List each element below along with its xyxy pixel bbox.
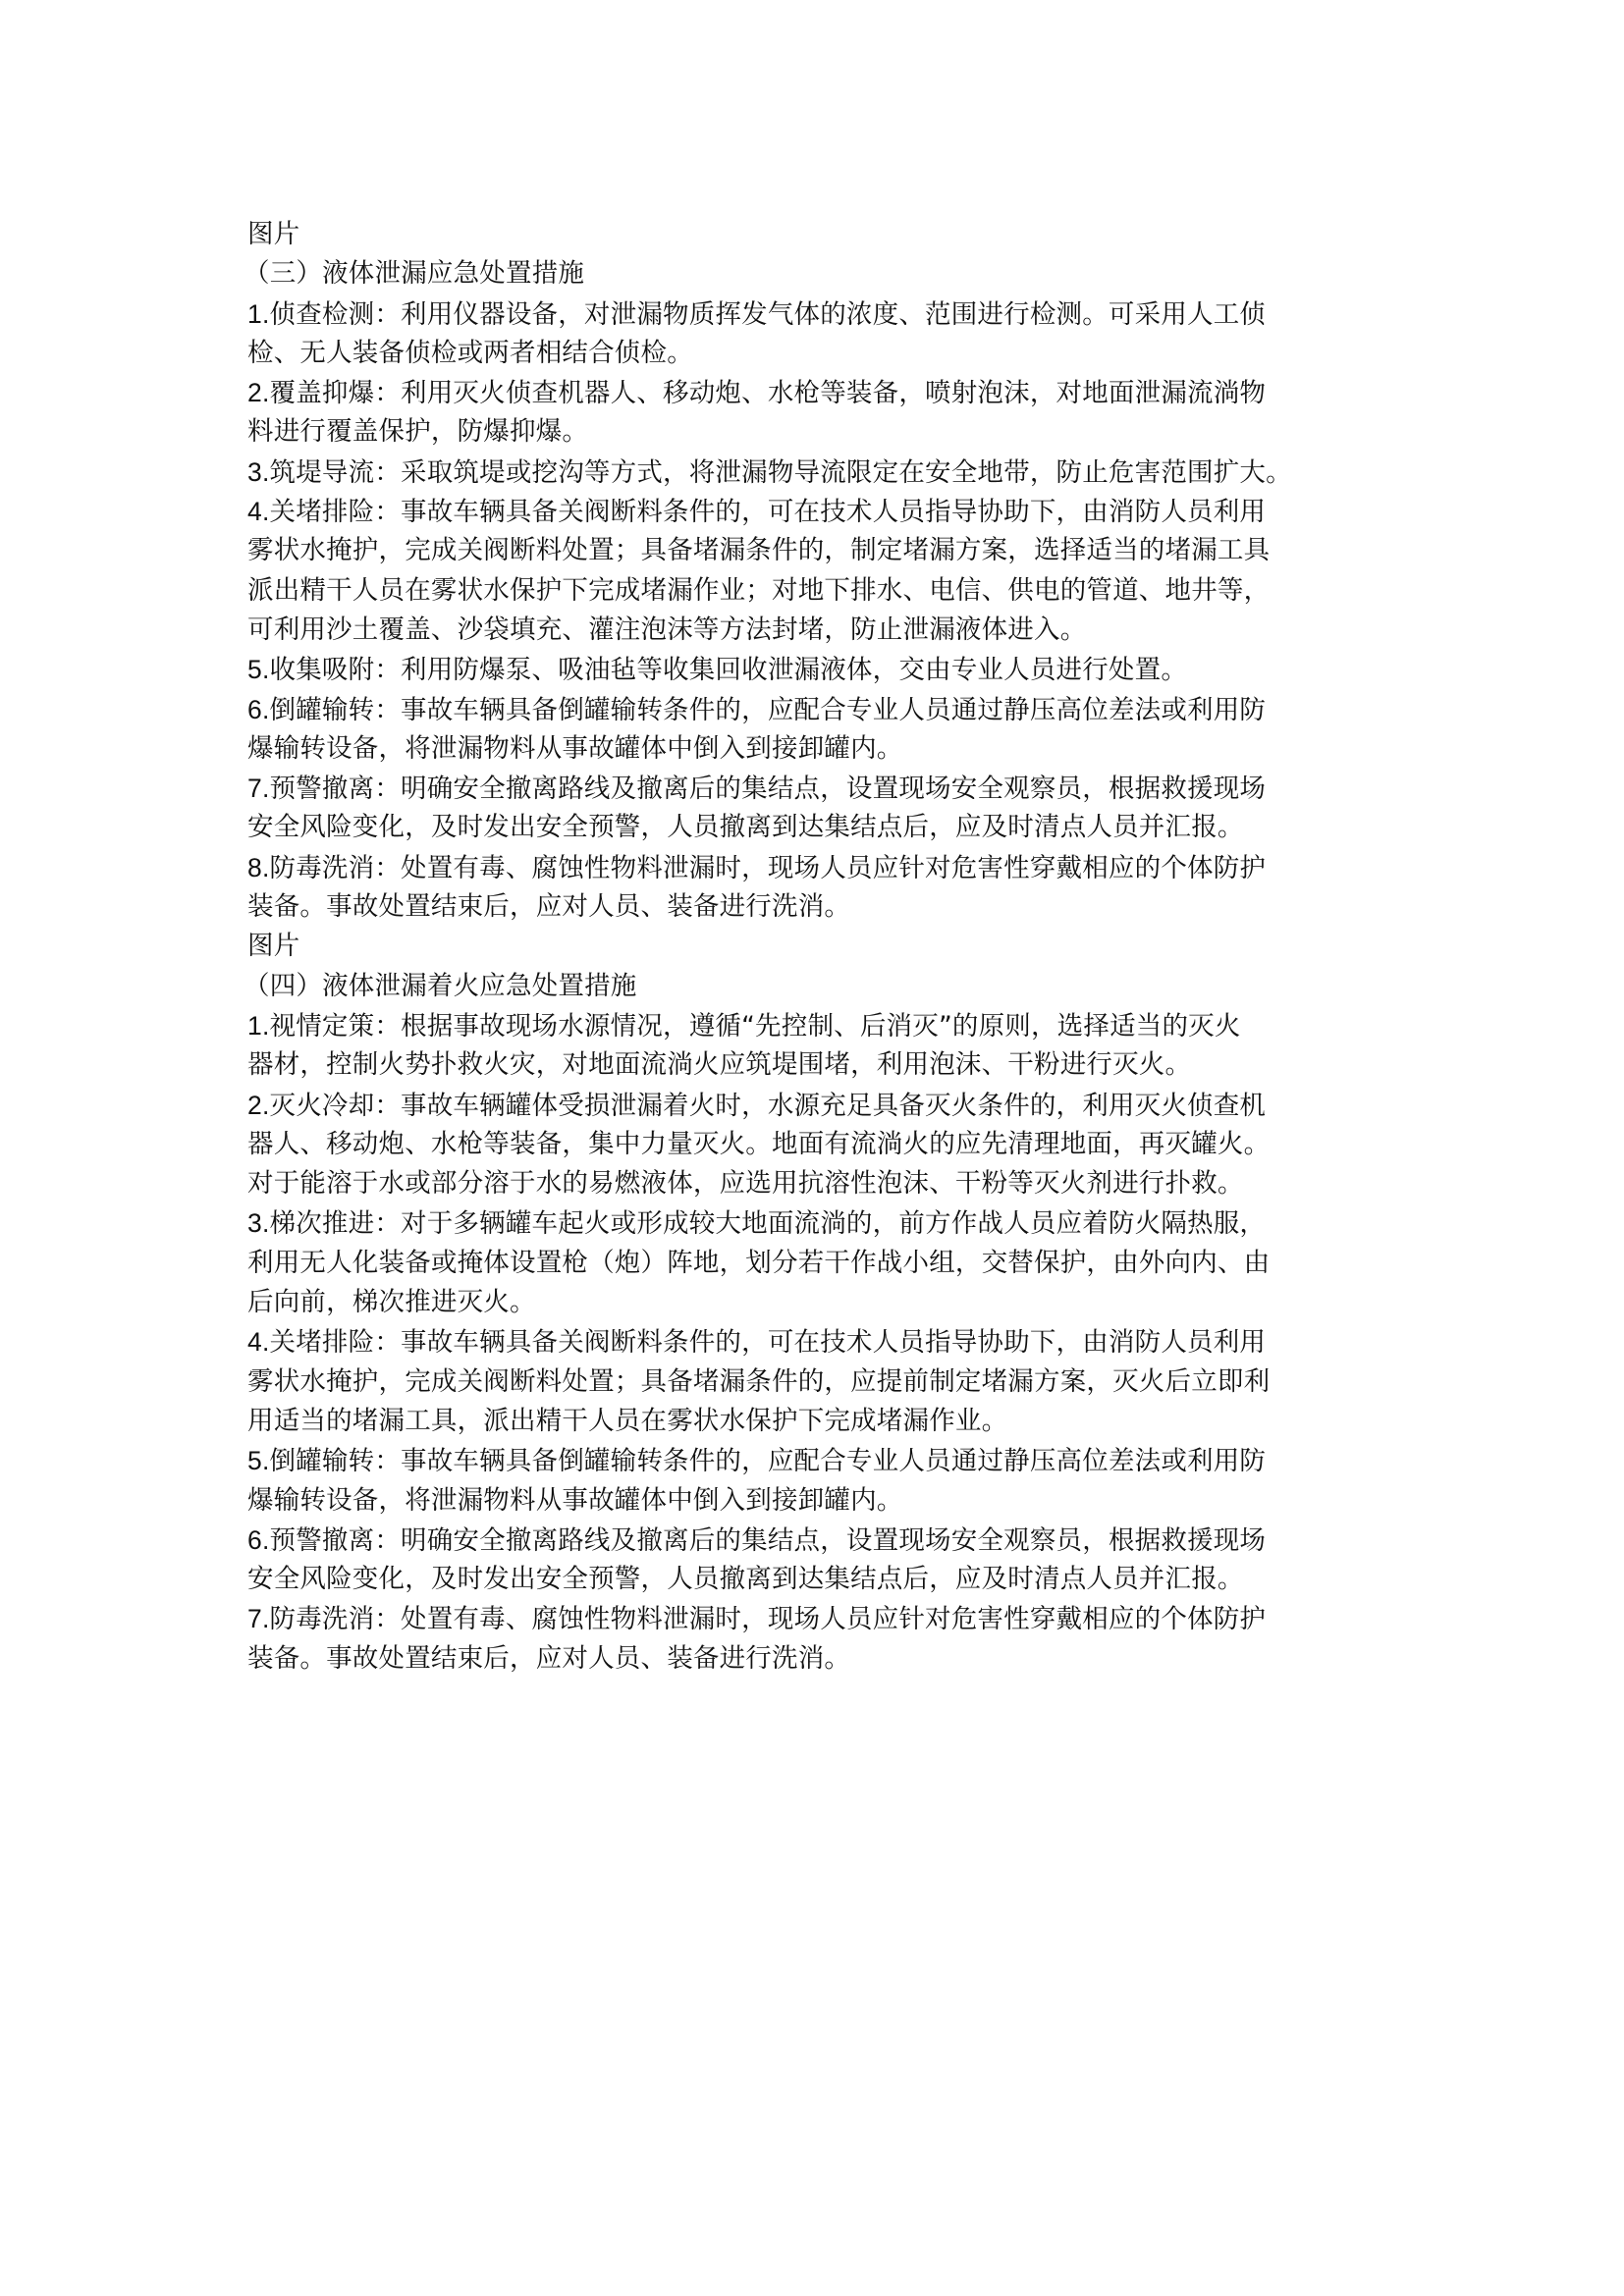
item-text: 装备。事故处置结束后，应对人员、装备进行洗消。 bbox=[247, 1642, 851, 1674]
item-text: 预警撤离：明确安全撤离路线及撤离后的集结点，设置现场安全观察员，根据救援现场 bbox=[269, 774, 1267, 805]
item-text: 筑堤导流：采取筑堤或挖沟等方式，将泄漏物导流限定在安全地带，防止危害范围扩大。 bbox=[269, 456, 1292, 488]
item-text: 雾状水掩护，完成关阀断料处置；具备堵漏条件的，应提前制定堵漏方案，灭火后立即利 bbox=[247, 1365, 1271, 1397]
item-number: 4. bbox=[247, 1327, 270, 1358]
item-text: 对于能溶于水或部分溶于水的易燃液体，应选用抗溶性泡沫、干粉等灭火剂进行扑救。 bbox=[247, 1168, 1244, 1200]
item-number: 5. bbox=[247, 1446, 270, 1476]
item-number: 1. bbox=[247, 298, 270, 329]
item-text: 后向前，梯次推进灭火。 bbox=[247, 1287, 536, 1318]
item-text: 覆盖抑爆：利用灭火侦查机器人、移动炮、水枪等装备，喷射泡沫，对地面泄漏流淌物 bbox=[269, 378, 1267, 409]
item-text: 用适当的堵漏工具，派出精干人员在雾状水保护下完成堵漏作业。 bbox=[247, 1405, 1008, 1436]
list-item bbox=[247, 650, 1396, 689]
item-number: 2. bbox=[247, 378, 270, 408]
list-item bbox=[247, 1521, 1396, 1600]
item-text: 检、无人装备侦检或两者相结合侦检。 bbox=[247, 337, 693, 368]
list-item bbox=[247, 1599, 1396, 1679]
list-item bbox=[247, 1086, 1396, 1204]
item-text: 防毒洗消：处置有毒、腐蚀性物料泄漏时，现场人员应针对危害性穿戴相应的个体防护 bbox=[269, 1604, 1267, 1635]
item-text: 利用无人化装备或掩体设置枪（炮）阵地，划分若干作战小组，交替保护，由外向内、由 bbox=[247, 1247, 1271, 1278]
list-item bbox=[247, 373, 1396, 453]
item-text: 倒罐输转：事故车辆具备倒罐输转条件的，应配合专业人员通过静压高位差法或利用防 bbox=[269, 694, 1267, 725]
item-text: 关堵排险：事故车辆具备关阀断料条件的，可在技术人员指导协助下，由消防人员利用 bbox=[269, 1327, 1267, 1359]
item-text: 预警撤离：明确安全撤离路线及撤离后的集结点，设置现场安全观察员，根据救援现场 bbox=[269, 1524, 1267, 1556]
list-item bbox=[247, 492, 1396, 650]
item-number: 5. bbox=[247, 655, 270, 685]
list-item bbox=[247, 453, 1396, 492]
item-text: 器人、移动炮、水枪等装备，集中力量灭火。地面有流淌火的应先清理地面，再灭罐火。 bbox=[247, 1128, 1271, 1159]
item-text: 派出精干人员在雾状水保护下完成堵漏作业；对地下排水、电信、供电的管道、地井等， bbox=[247, 574, 1271, 606]
list-item bbox=[247, 1203, 1396, 1322]
list-item bbox=[247, 690, 1396, 770]
list-item bbox=[247, 1441, 1396, 1521]
item-text: 关堵排险：事故车辆具备关阀断料条件的，可在技术人员指导协助下，由消防人员利用 bbox=[269, 497, 1267, 528]
item-number: 6. bbox=[247, 1524, 270, 1555]
image-placeholder: 图片 bbox=[247, 931, 300, 962]
document-page bbox=[244, 215, 1396, 1679]
item-text: 视情定策：根据事故现场水源情况，遵循“先控制、后消灭”的原则，选择适当的灭火 bbox=[269, 1010, 1241, 1041]
item-number: 8. bbox=[247, 852, 270, 882]
item-number: 3. bbox=[247, 456, 270, 487]
item-text: 梯次推进：对于多辆罐车起火或形成较大地面流淌的，前方作战人员应着防火隔热服， bbox=[269, 1208, 1267, 1240]
item-text: 雾状水掩护，完成关阀断料处置；具备堵漏条件的，制定堵漏方案，选择适当的堵漏工具 bbox=[247, 535, 1271, 566]
section-heading: （四）液体泄漏着火应急处置措施 bbox=[244, 970, 637, 1001]
item-number: 2. bbox=[247, 1090, 270, 1120]
section-liquid-leak bbox=[244, 215, 1396, 927]
item-text: 装备。事故处置结束后，应对人员、装备进行洗消。 bbox=[247, 891, 851, 923]
item-text: 倒罐输转：事故车辆具备倒罐输转条件的，应配合专业人员通过静压高位差法或利用防 bbox=[269, 1446, 1267, 1477]
item-text: 安全风险变化，及时发出安全预警，人员撤离到达集结点后，应及时清点人员并汇报。 bbox=[247, 1564, 1244, 1595]
item-number: 3. bbox=[247, 1208, 270, 1239]
item-text: 爆输转设备，将泄漏物料从事故罐体中倒入到接卸罐内。 bbox=[247, 732, 903, 764]
item-number: 7. bbox=[247, 774, 270, 804]
item-text: 器材，控制火势扑救火灾，对地面流淌火应筑堤围堵，利用泡沫、干粉进行灭火。 bbox=[247, 1049, 1192, 1081]
item-number: 1. bbox=[247, 1010, 270, 1041]
list-item bbox=[247, 294, 1396, 374]
item-text: 可利用沙土覆盖、沙袋填充、灌注泡沫等方法封堵，防止泄漏液体进入。 bbox=[247, 614, 1087, 645]
item-text: 灭火冷却：事故车辆罐体受损泄漏着火时，水源充足具备灭火条件的，利用灭火侦查机 bbox=[269, 1090, 1267, 1121]
item-text: 爆输转设备，将泄漏物料从事故罐体中倒入到接卸罐内。 bbox=[247, 1484, 903, 1516]
image-placeholder: 图片 bbox=[247, 219, 300, 249]
item-text: 收集吸附：利用防爆泵、吸油毡等收集回收泄漏液体，交由专业人员进行处置。 bbox=[269, 655, 1188, 686]
section-liquid-leak-fire bbox=[244, 927, 1396, 1679]
list-item bbox=[247, 1322, 1396, 1441]
list-item bbox=[247, 769, 1396, 848]
item-text: 安全风险变化，及时发出安全预警，人员撤离到达集结点后，应及时清点人员并汇报。 bbox=[247, 812, 1244, 843]
item-number: 4. bbox=[247, 497, 270, 527]
list-item bbox=[247, 848, 1396, 928]
item-text: 料进行覆盖保护，防爆抑爆。 bbox=[247, 416, 589, 448]
item-text: 侦查检测：利用仪器设备，对泄漏物质挥发气体的浓度、范围进行检测。可采用人工侦 bbox=[269, 298, 1267, 330]
item-number: 6. bbox=[247, 694, 270, 724]
item-text: 防毒洗消：处置有毒、腐蚀性物料泄漏时，现场人员应针对危害性穿戴相应的个体防护 bbox=[269, 852, 1267, 883]
section-heading: （三）液体泄漏应急处置措施 bbox=[244, 258, 585, 290]
list-item bbox=[247, 1006, 1396, 1086]
item-number: 7. bbox=[247, 1604, 270, 1634]
